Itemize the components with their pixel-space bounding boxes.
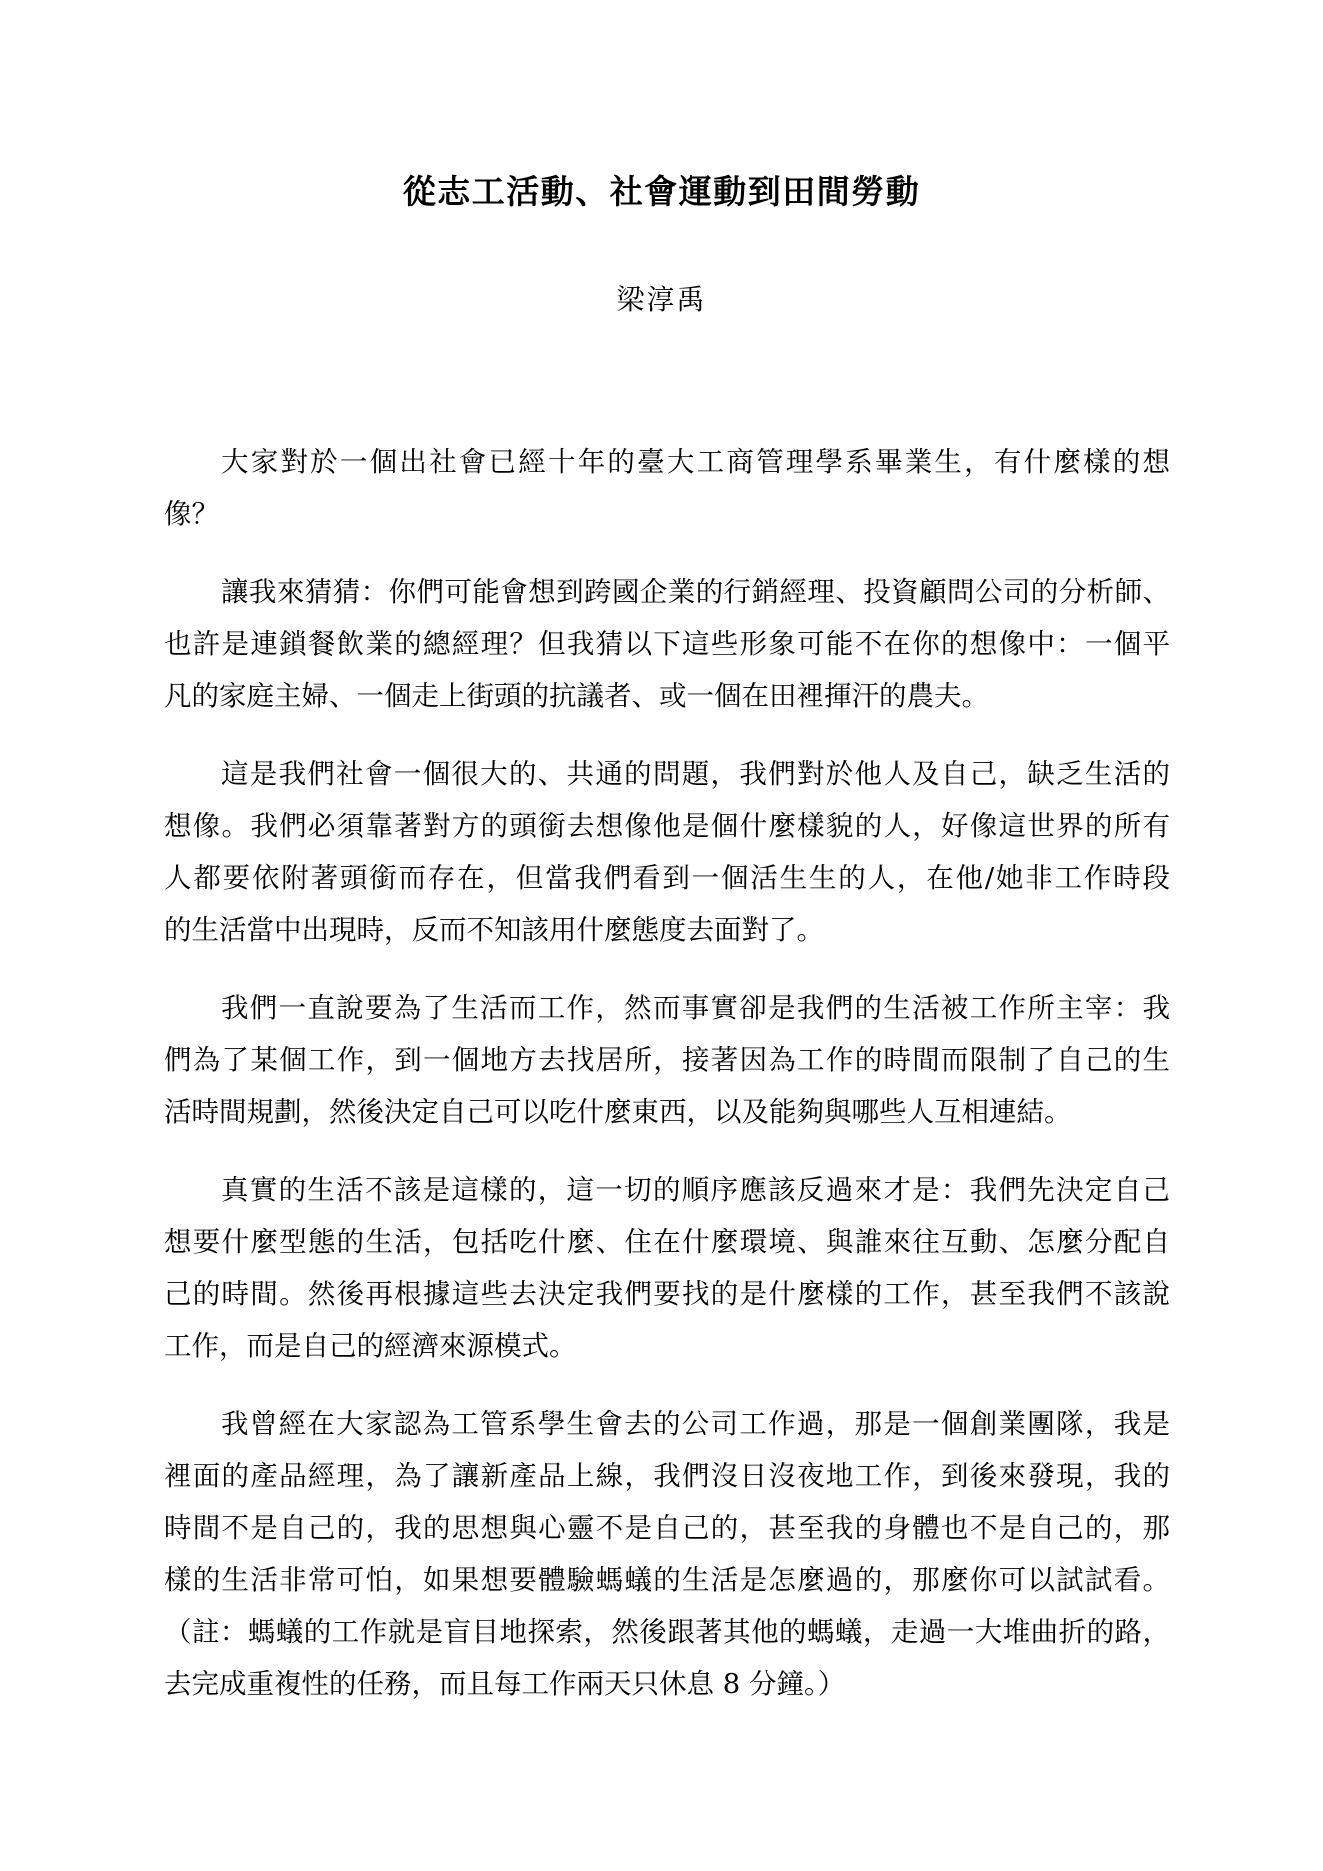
paragraph-line: 凡的家庭主婦、一個走上街頭的抗議者、或一個在田裡揮汗的農夫。 <box>164 680 989 712</box>
paragraph-2 <box>164 566 1170 722</box>
document-body <box>164 436 1170 1710</box>
paragraph-line: 我曾經在大家認為工管系學生會去的公司工作過，那是一個創業團隊，我是 <box>221 1408 1170 1440</box>
paragraph-line: 去完成重複性的任務，而且每工作兩天只休息 8 分鐘。） <box>164 1668 846 1700</box>
paragraph-line: 想要什麼型態的生活，包括吃什麼、住在什麼環境、與誰來往互動、怎麼分配自 <box>164 1226 1170 1258</box>
paragraph-line: 工作，而是自己的經濟來源模式。 <box>164 1330 577 1362</box>
paragraph-5 <box>164 1164 1170 1372</box>
author-name: 梁淳禹 <box>616 283 707 316</box>
paragraph-line: 的生活當中出現時，反而不知該用什麼態度去面對了。 <box>164 914 824 946</box>
paragraph-line: 我們一直說要為了生活而工作，然而事實卻是我們的生活被工作所主宰：我 <box>221 992 1170 1024</box>
paragraph-line: 這是我們社會一個很大的、共通的問題，我們對於他人及自己，缺乏生活的 <box>221 758 1170 790</box>
paragraph-line: 裡面的產品經理，為了讓新產品上線，我們沒日沒夜地工作，到後來發現，我的 <box>164 1460 1170 1492</box>
paragraph-3 <box>164 748 1170 956</box>
paragraph-line: 樣的生活非常可怕，如果想要體驗螞蟻的生活是怎麼過的，那麼你可以試試看。 <box>164 1564 1170 1596</box>
document-title: 從志工活動、社會運動到田間勞動 <box>402 172 921 211</box>
paragraph-line: 讓我來猜猜：你們可能會想到跨國企業的行銷經理、投資顧問公司的分析師、 <box>221 576 1170 608</box>
paragraph-line: 活時間規劃，然後決定自己可以吃什麼東西，以及能夠與哪些人互相連結。 <box>164 1096 1072 1128</box>
paragraph-6 <box>164 1398 1170 1710</box>
paragraph-line: 大家對於一個出社會已經十年的臺大工商管理學系畢業生，有什麼樣的想 <box>221 446 1170 478</box>
paragraph-line: 人都要依附著頭銜而存在，但當我們看到一個活生生的人，在他/她非工作時段 <box>164 862 1170 894</box>
paragraph-line: 想像。我們必須靠著對方的頭銜去想像他是個什麼樣貌的人，好像這世界的所有 <box>164 810 1170 842</box>
paragraph-4 <box>164 982 1170 1138</box>
paragraph-line: 時間不是自己的，我的思想與心靈不是自己的，甚至我的身體也不是自己的，那 <box>164 1512 1170 1544</box>
paragraph-line: 也許是連鎖餐飲業的總經理？但我猜以下這些形象可能不在你的想像中：一個平 <box>164 628 1170 660</box>
paragraph-line: （註：螞蟻的工作就是盲目地探索，然後跟著其他的螞蟻，走過一大堆曲折的路， <box>164 1616 1170 1648</box>
paragraph-line: 己的時間。然後再根據這些去決定我們要找的是什麼樣的工作，甚至我們不該說 <box>164 1278 1170 1310</box>
paragraph-line: 真實的生活不該是這樣的，這一切的順序應該反過來才是：我們先決定自己 <box>221 1174 1170 1206</box>
paragraph-1 <box>164 436 1170 540</box>
paragraph-line: 像？ <box>164 498 219 530</box>
paragraph-line: 們為了某個工作，到一個地方去找居所，接著因為工作的時間而限制了自己的生 <box>164 1044 1170 1076</box>
